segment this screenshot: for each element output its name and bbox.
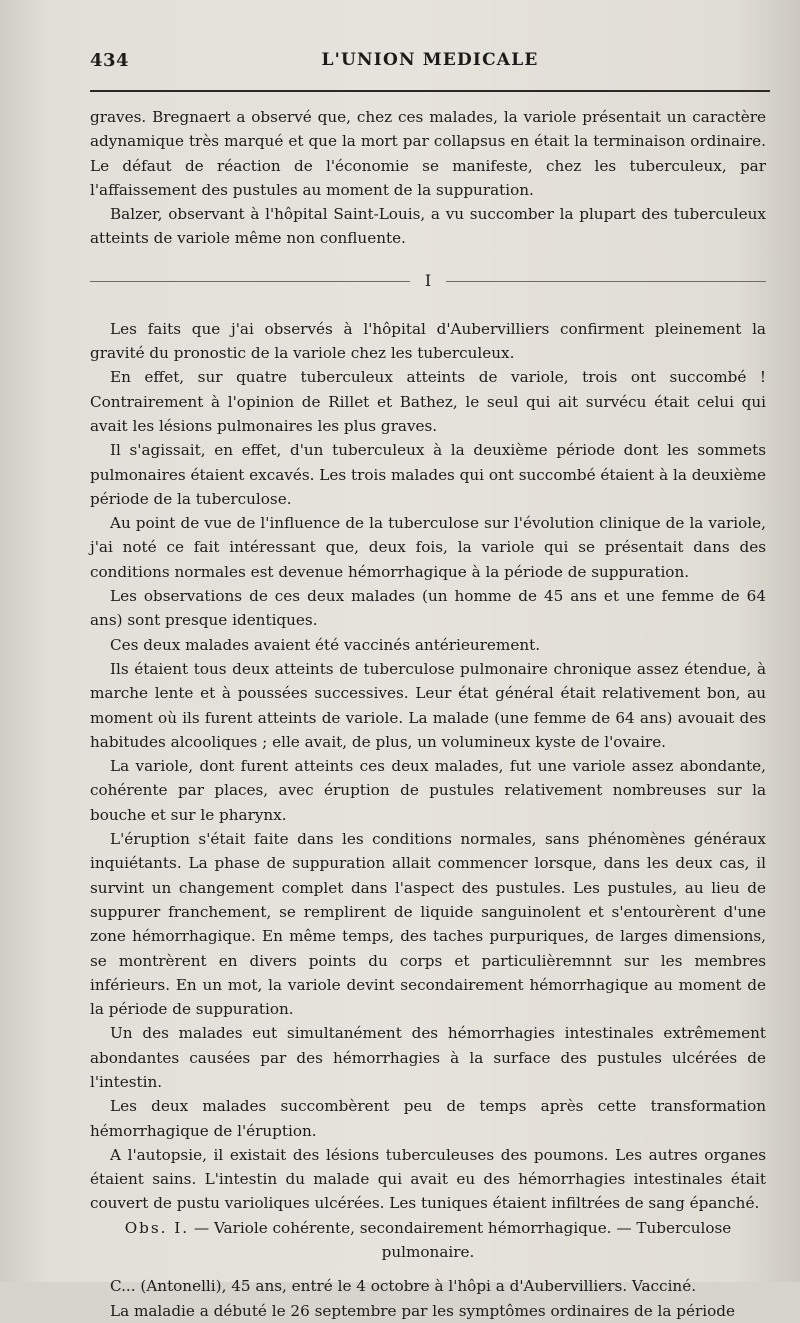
observation-heading bbox=[90, 1216, 766, 1265]
divider-line-right bbox=[446, 281, 766, 282]
paragraph: graves. Bregnaert a observé que, chez ces malades, la variole présentait un caractère adynamique très marqué et que la mort par collapsus en était la terminaison ordinaire. Le défaut de réaction de l'économie se manifeste, chez les tuberculeux, par l'affaissement des pustules au moment de la suppuration. bbox=[90, 108, 766, 199]
paragraph: C... (Antonelli), 45 ans, entré le 4 octobre à l'hôpi a d'Aubervilliers. Vacciné. bbox=[110, 1277, 697, 1296]
paragraph: Les faits que j'ai observés à l'hôpital d'Aubervilliers confirment pleinement la gravité du pronostic de la variole chez les tuberculeux. bbox=[90, 319, 766, 363]
running-title: L'UNION MEDICALE bbox=[321, 50, 539, 70]
paragraph: La maladie a débuté le 26 septembre par les symptômes ordinaires de la période bbox=[110, 1301, 735, 1320]
paragraph: L'éruption s'était faite dans les conditions normales, sans phénomènes généraux inquiétants. La phase de suppuration allait commencer lorsque, dans les deux cas, il survint un changement complet dans l'aspect des pustules. Les pustules, au lieu de suppurer franchement, se remplirent de liquide sanguinolent et s'entourèrent d'une zone hémorrhagique. En même temps, des taches purpuriques, de larges dimensions, se montrèrent en divers points du corps et particulièremnnt sur les membres inférieurs. En un mot, la variole devint secondairement hémorrhagique au moment de la période de suppuration. bbox=[90, 830, 766, 1019]
paragraph: Ces deux malades avaient été vaccinés antérieurement. bbox=[110, 635, 541, 654]
paragraph: Au point de vue de l'influence de la tuberculose sur l'évolution clinique de la variole, j'ai noté ce fait intéressant que, deux fois, la variole qui se présentait dans des conditions normales est devenue hémorrhagique à la période de suppuration. bbox=[90, 514, 766, 581]
paragraph: Un des malades eut simultanément des hémorrhagies intestinales extrêmement abondantes causées par des hémorrhagies à la surface des pustules ulcérées de l'intestin. bbox=[90, 1024, 766, 1091]
section-numeral: I bbox=[424, 270, 432, 290]
page-number: 434 bbox=[90, 50, 130, 71]
paragraph: Il s'agissait, en effet, d'un tuberculeux à la deuxième période dont les sommets pulmonaires étaient excavés. Les trois malades qui ont succombé étaient à la deuxième période de la tuberculose. bbox=[90, 441, 767, 508]
paragraph: Les observations de ces deux malades (un homme de 45 ans et une femme de 64 ans) sont presque identiques. bbox=[90, 587, 766, 630]
section-divider bbox=[90, 257, 766, 307]
paragraph: En effet, sur quatre tuberculeux atteints de variole, trois ont succombé ! Contrairement à l'opinion de Rillet et Bathez, le seul qui ait survécu était celui qui avait les lésions pulmonaires les plus graves. bbox=[90, 368, 766, 435]
observation-title: — Variole cohérente, secondairement hémorrhagique. — Tuberculose pulmonaire. bbox=[189, 1218, 732, 1262]
observation-label: Obs. I. bbox=[124, 1218, 190, 1237]
page-header bbox=[90, 50, 770, 78]
paragraph: A l'autopsie, il existait des lésions tuberculeuses des poumons. Les autres organes étaient sains. L'intestin du malade qui avait eu des hémorrhagies intestinales était couvert de pustu varioliques ulcérées. Les tuniques étaient infiltrées de sang épanché. bbox=[90, 1145, 766, 1213]
paragraph: Les deux malades succombèrent peu de temps après cette transformation hémorrhagique de l'éruption. bbox=[90, 1097, 766, 1140]
paragraph: Ils étaient tous deux atteints de tuberculose pulmonaire chronique assez étendue, à marche lente et à poussées successives. Leur état général était relativement bon, au moment où ils furent atteints de variole. La malade (une femme de 64 ans) avouait des habitudes alcooliques ; elle avait, de plus, un volumineux kyste de l'ovaire. bbox=[90, 659, 766, 751]
paragraph: Balzer, observant à l'hôpital Saint-Louis, a vu succomber la plupart des tuberculeux atteints de variole même non confluente. bbox=[90, 205, 766, 248]
paragraph: La variole, dont furent atteints ces deux malades, fut une variole assez abondante, cohérente par places, avec éruption de pustules relativement nombreuses sur la bouche et sur le pharynx. bbox=[90, 757, 766, 824]
header-rule bbox=[90, 90, 770, 92]
article-body bbox=[90, 105, 766, 1323]
